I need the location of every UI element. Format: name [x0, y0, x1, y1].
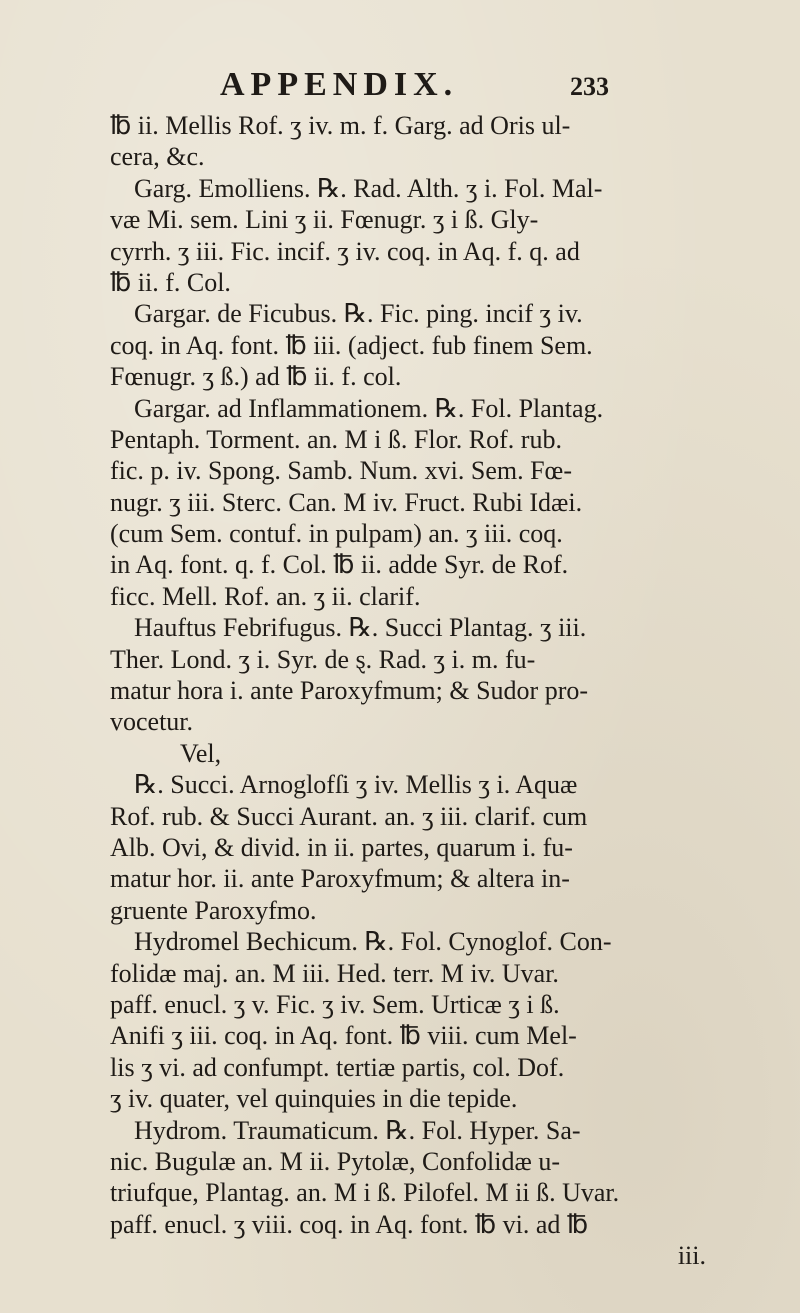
recipe-heading-line: Garg. Emolliens. ℞. Rad. Alth. ʒ i. Fol. Mal-	[134, 173, 603, 203]
text-line: gruente Paroxyfmo.	[110, 895, 317, 925]
text-line: paff. enucl. ʒ v. Fic. ʒ iv. Sem. Urticæ ʒ i ß.	[110, 989, 560, 1019]
text-line: ʒ iv. quater, vel quinquies in die tepide.	[110, 1084, 518, 1114]
text-line: fic. p. iv. Spong. Samb. Num. xvi. Sem. Fœ-	[110, 456, 572, 486]
text-line: vocetur.	[110, 707, 194, 737]
text-line: væ Mi. sem. Lini ʒ ii. Fœnugr. ʒ i ß. Gly-	[110, 205, 539, 235]
page-header	[100, 66, 700, 106]
text-line: ℔ ii. Mellis Rof. ʒ iv. m. f. Garg. ad Oris ul-	[110, 111, 571, 140]
text-line: nic. Bugulæ an. M ii. Pytolæ, Confolidæ u-	[110, 1146, 560, 1176]
recipe-heading-line: Hydromel Bechicum. ℞. Fol. Cynoglof. Con-	[134, 927, 612, 957]
text-line: triufque, Plantag. an. M i ß. Pilofel. M ii ß. Uvar.	[110, 1178, 620, 1208]
text-line: coq. in Aq. font. ℔ iii. (adject. fub finem Sem.	[110, 330, 593, 360]
text-line: folidæ maj. an. M iii. Hed. terr. M iv. Uvar.	[110, 958, 559, 988]
text-line: nugr. ʒ iii. Sterc. Can. M iv. Fruct. Rubi Idæi.	[110, 487, 583, 517]
text-line: Alb. Ovi, & divid. in ii. partes, quarum i. fu-	[110, 832, 573, 862]
text-line: iii.	[677, 1241, 706, 1271]
text-line: (cum Sem. contuf. in pulpam) an. ʒ iii. coq.	[110, 519, 563, 549]
page-number: 233	[570, 72, 609, 101]
text-line: ficc. Mell. Rof. an. ʒ ii. clarif.	[110, 581, 421, 611]
alternative-heading-line: Vel,	[180, 738, 222, 768]
text-line: matur hor. ii. ante Paroxyfmum; & altera in-	[110, 864, 570, 894]
text-line: Anifi ʒ iii. coq. in Aq. font. ℔ viii. cum Mel-	[110, 1021, 577, 1051]
text-line: lis ʒ vi. ad confumpt. tertiæ partis, col. Dof.	[110, 1052, 565, 1082]
text-line: paff. enucl. ʒ viii. coq. in Aq. font. ℔ vi. ad ℔	[110, 1209, 589, 1239]
text-line: Fœnugr. ʒ ß.) ad ℔ ii. f. col.	[110, 362, 402, 392]
text-line: Pentaph. Torment. an. M i ß. Flor. Rof. rub.	[110, 424, 562, 454]
recipe-heading-line: Gargar. de Ficubus. ℞. Fic. ping. incif ʒ iv.	[134, 299, 583, 329]
text-line: in Aq. font. q. f. Col. ℔ ii. adde Syr. de Rof.	[110, 550, 569, 580]
text-line: cera, &c.	[110, 142, 205, 172]
text-line: matur hora i. ante Paroxyfmum; & Sudor pro-	[110, 676, 589, 706]
text-line: cyrrh. ʒ iii. Fic. incif. ʒ iv. coq. in Aq. f. q. ad	[110, 236, 580, 266]
recipe-heading-line: Gargar. ad Inflammationem. ℞. Fol. Plantag.	[134, 393, 604, 423]
recipe-heading-line: Hauftus Febrifugus. ℞. Succi Plantag. ʒ iii.	[134, 613, 587, 643]
text-line: Ther. Lond. ʒ i. Syr. de ȿ. Rad. ʒ i. m. fu-	[110, 644, 536, 674]
recipe-heading-line: Hydrom. Traumaticum. ℞. Fol. Hyper. Sa-	[134, 1115, 581, 1145]
text-line: Rof. rub. & Succi Aurant. an. ʒ iii. clarif. cum	[110, 801, 588, 831]
text-line: ℔ ii. f. Col.	[110, 267, 231, 297]
body-text	[110, 110, 746, 1271]
running-head: APPENDIX.	[220, 66, 459, 103]
text-line: ℞. Succi. Arnoglofſi ʒ iv. Mellis ʒ i. Aquæ	[134, 770, 578, 800]
